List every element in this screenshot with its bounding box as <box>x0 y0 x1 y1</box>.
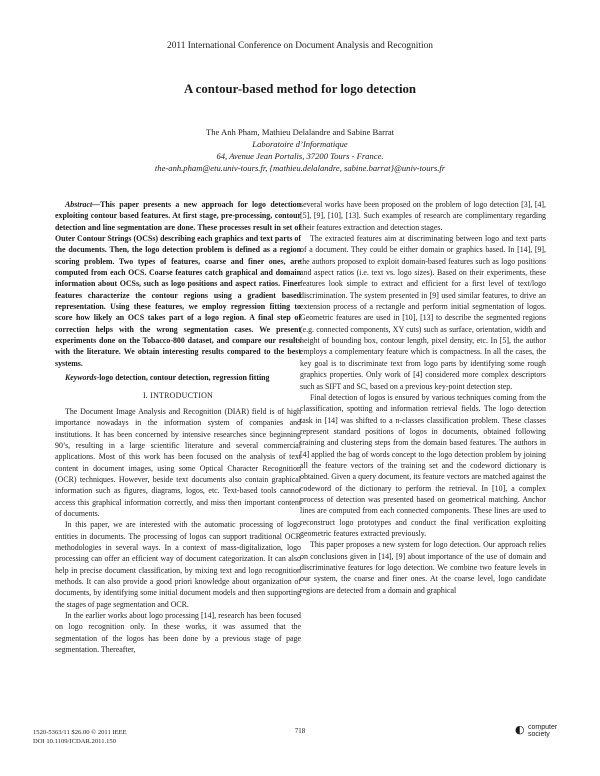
keywords-text: logo detection, contour detection, regression fitting <box>99 373 270 383</box>
affiliation: Laboratoire d’Informatique <box>252 139 348 149</box>
paragraph: This paper proposes a new system for logo detection. Our approach relies on conclusions given in [14], [9] about importance of the use of domain and discriminative features for logo detection. We combine two feature levels in our system, the coarse and finer ones. At the coarse level, logo candidate regions are detected from a domain and graphical <box>300 540 546 595</box>
logo-line-2: society <box>528 731 550 738</box>
abstract-text: This paper presents a new approach for logo detection exploiting contour based features. At first stage, pre-processing, contour detection and line segmentation are done. These processes result in set of Outer Contour Strings (OCSs) describing each graphics and text parts of the documents. Then, the logo detection problem is defined as a region scoring problem. Two types of features, coarse and finer ones, are computed from each OCS. Coarse features catch graphical and domain information about OCSs, such as logo positions and aspect ratios. Finer features characterize the contour regions using a gradient based representation. Using these features, we employ regression fitting to score how likely an OCS takes part of a logo region. A final step of correction helps with the wrong segmentation cases. We present experiments done on the Tobacco-800 dataset, and compare our results with the literature. We obtain interesting results compared to the best systems. <box>55 200 301 368</box>
abstract <box>55 199 301 369</box>
paragraph: In the earlier works about logo processing [14], research has been focused on logo recognition only. In these works, it was assumed that the segmentation of the logos has been done by a previous stage of page segmentation. Thereafter, <box>55 611 301 655</box>
author-emails: the-anh.pham@etu.univ-tours.fr, {mathieu.delalandre, sabine.barrat}@univ-tours.fr <box>154 163 446 173</box>
conference-header: 2011 International Conference on Document Analysis and Recognition <box>167 41 433 51</box>
paragraph: The Document Image Analysis and Recognition (DIAR) field is of high importance nowadays in the information system of companies and institutions. It has been concerned by intensive researches since beginning 90’s, resulting in a large scientific literature and several commercial applications. Most of this work has been focused on the analysis of text content in document images, using some Optical Character Recognition (OCR) techniques. However, beside text documents also contain graphical information such as figures, diagrams, logos, etc. Text-based tools cannot access this graphical information correctly, and miss then important content of documents. <box>55 406 301 518</box>
paper-title: A contour-based method for logo detection <box>183 82 417 96</box>
paragraph: The extracted features aim at discriminating between logo and text parts of a document. They could be either domain or graphics based. In [14], [9], the authors proposed to exploit domain-based features such as logo positions and aspect ratios (i.e. text vs. logo sizes). Based on their experiments, these features look simple to extract and efficient for a first level of text/logo discrimination. The system presented in [9] used similar features, to drive an extension process of a rectangle and perform initial segmentation of logos. Geometric features are used in [10], [13] to describe the segmented regions (e.g. connected components, XY cuts) such as surface, orientation, width and height of bounding box, contour length, pixel density, etc. In [5], the author employs a complementary feature which is compactness. In all the cases, the key goal is to discriminate text from logo parts by identifying some rough graphics properties. Only work of [4] considered more complex descriptors such as SIFT and SC, based on a previous key-point detection step. <box>300 234 546 391</box>
computer-society-logo <box>515 721 575 747</box>
left-column <box>55 199 301 655</box>
footer-doi: DOI 10.1109/ICDAR.2011.150 <box>33 738 117 745</box>
paragraph: In this paper, we are interested with the automatic processing of logo entities in documents. The processing of logos can support traditional OCR methodologies in several ways. In a context of mass-digitalization, logo processing can offer an efficient way of document categorization. It can also help in precise document classification, by mixing text and logo recognition methods. It can also provide a good priori knowledge about organization of documents, by identifying some initial document models and then supporting the stages of page segmentation and OCR. <box>55 520 301 609</box>
computer-society-icon: ◐ <box>515 723 525 736</box>
address: 64, Avenue Jean Portalis, 37200 Tours - France. <box>216 151 384 161</box>
author-list: The Anh Pham, Mathieu Delalandre and Sabine Barrat <box>205 127 395 137</box>
section-heading: I. INTRODUCTION <box>142 390 214 400</box>
keywords <box>55 372 301 383</box>
logo-line-1: computer <box>528 724 558 731</box>
paragraph: several works have been proposed on the problem of logo detection [3], [4], [5], [9], [10], [13]. Such examples of research are complimentary regarding their features extraction and detection stages. <box>300 200 546 232</box>
keywords-label: Keywords- <box>65 373 100 383</box>
page-number: 718 <box>294 728 306 735</box>
paragraph: Final detection of logos is ensured by various techniques coming from the classification, spotting and information retrieval fields. The logo detection task in [14] was shifted to a n-classes classification problem. These classes represent standard positions of logos in documents, obtained following training and clustering steps from the domain based features. The authors in [4] applied the bag of words concept to the logo detection problem by joining all the feature vectors of the training set and the codeword dictionary is obtained. Given a query document, its feature vectors are matched against the codeword of the dictionary to perform the retrieval. In [10], a complex process of detection was presented based on geometrical matching. Anchor lines are computed from each connected components. These lines are used to reconstruct logo prototypes and conduct the final verification exploiting geometric features extracted previously. <box>300 392 546 538</box>
abstract-label: Abstract— <box>65 200 101 209</box>
logo-text <box>528 724 557 738</box>
footer-issn: 1520-5363/11 $26.00 © 2011 IEEE <box>33 729 127 736</box>
right-column <box>300 199 546 596</box>
